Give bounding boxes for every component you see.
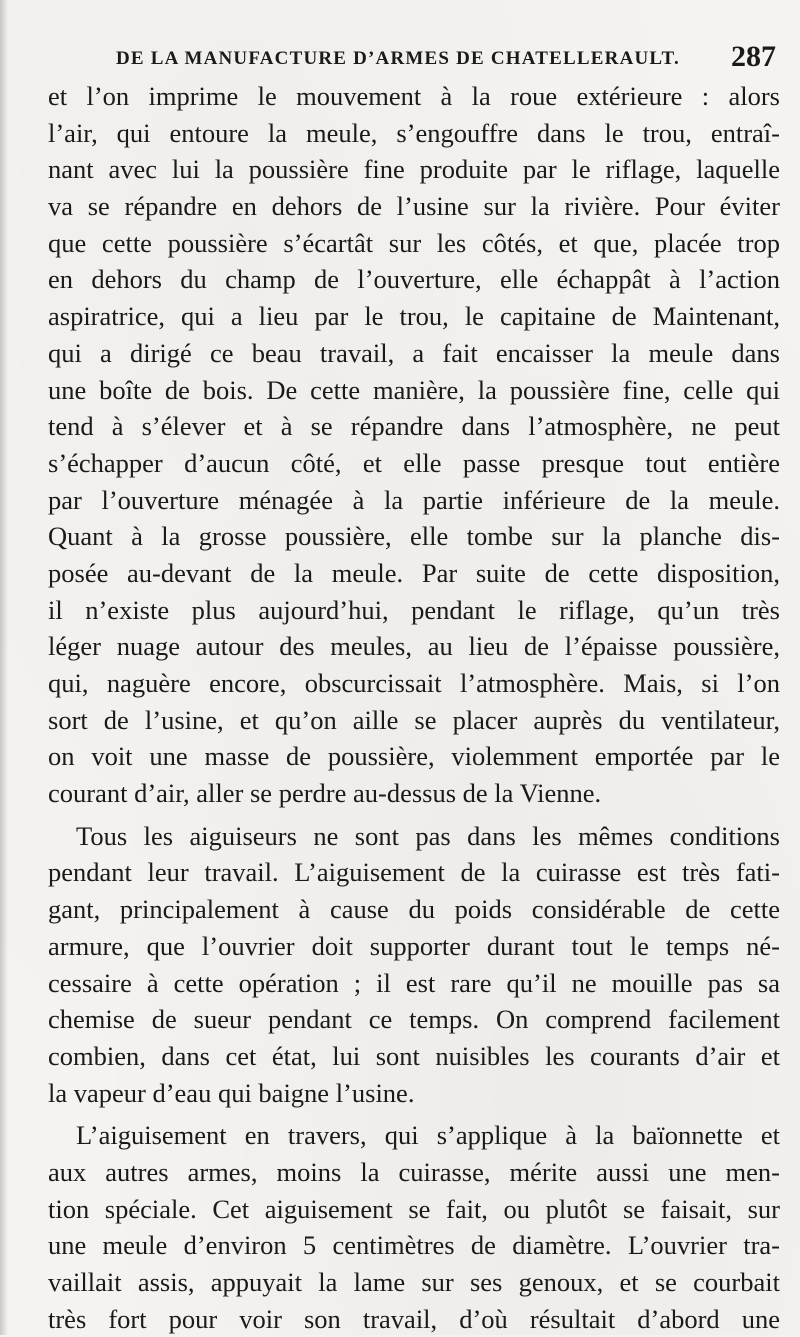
text-line: l’air, qui entoure la meule, s’engouffre dans le trou, entraî- [48, 117, 780, 148]
text-line: que cette poussière s’écartât sur les côtés, et que, placée trop [48, 227, 780, 258]
text-line: la vapeur d’eau qui baigne l’usine. [48, 1077, 415, 1108]
text-line: vaillait assis, appuyait la lame sur ses genoux, et se courbait [48, 1267, 780, 1297]
text-line: sort de l’usine, et qu’on aille se placer auprès du ventilateur, [48, 704, 780, 735]
paragraph-1 [48, 78, 780, 812]
text-line: très fort pour voir son travail, d’où résultait d’abord une [48, 1303, 780, 1334]
text-line: gant, principalement à cause du poids considérable de cette [48, 894, 780, 925]
text-line: on voit une masse de poussière, violemment emportée par le [48, 741, 780, 772]
text-line: armure, que l’ouvrier doit supporter durant tout le temps né- [48, 930, 780, 961]
paragraph-3 [48, 1117, 780, 1337]
text-line: tion spéciale. Cet aiguisement se fait, ou plutôt se faisait, sur [48, 1193, 780, 1224]
text-line: une boîte de bois. De cette manière, la poussière fine, celle qui [48, 374, 780, 405]
text-line: va se répandre en dehors de l’usine sur la rivière. Pour éviter [48, 191, 780, 222]
text-line: léger nuage autour des meules, au lieu de l’épaisse poussière, [48, 631, 780, 662]
text-line: tend à s’élever et à se répandre dans l’atmosphère, ne peut [48, 411, 780, 442]
text-line: courant d’air, aller se perdre au-dessus de la Vienne. [48, 778, 602, 809]
text-line: s’échapper d’aucun côté, et elle passe presque tout entière [48, 447, 780, 478]
text-line: en dehors du champ de l’ouverture, elle échappât à l’action [48, 264, 780, 295]
spine-shadow [0, 0, 8, 1335]
text-line: chemise de sueur pendant ce temps. On comprend facilement [48, 1004, 780, 1035]
text-line: par l’ouverture ménagée à la partie inférieure de la meule. [48, 484, 780, 515]
text-line: cessaire à cette opération ; il est rare qu’il ne mouille pas sa [48, 967, 780, 998]
text-line: et l’on imprime le mouvement à la roue extérieure : alors [48, 81, 780, 111]
text-line: Tous les aiguiseurs ne sont pas dans les mêmes conditions [76, 820, 780, 851]
text-line: qui a dirigé ce beau travail, a fait encaisser la meule dans [48, 337, 780, 368]
page-number: 287 [731, 40, 776, 73]
text-line: posée au-devant de la meule. Par suite de cette disposition, [48, 557, 780, 588]
running-head: DE LA MANUFACTURE D’ARMES DE CHATELLERAULT. [116, 48, 680, 69]
text-line: aspiratrice, qui a lieu par le trou, le capitaine de Maintenant, [48, 301, 780, 332]
text-line: pendant leur travail. L’aiguisement de la cuirasse est très fati- [48, 857, 780, 888]
text-line: Quant à la grosse poussière, elle tombe sur la planche dis- [48, 521, 780, 552]
text-line: L’aiguisement en travers, qui s’applique à la baïonnette et [76, 1120, 780, 1151]
text-line: nant avec lui la poussière fine produite par le riflage, laquelle [48, 154, 780, 185]
text-line: une meule d’environ 5 centimètres de diamètre. L’ouvrier tra- [48, 1230, 780, 1261]
body-text [48, 78, 780, 1337]
text-line: aux autres armes, moins la cuirasse, mérite aussi une men- [48, 1156, 780, 1187]
paragraph-2 [48, 818, 780, 1112]
text-line: qui, naguère encore, obscurcissait l’atmosphère. Mais, si l’on [48, 668, 780, 698]
text-line: il n’existe plus aujourd’hui, pendant le riflage, qu’un très [48, 594, 780, 625]
text-line: combien, dans cet état, lui sont nuisibles les courants d’air et [48, 1040, 780, 1071]
